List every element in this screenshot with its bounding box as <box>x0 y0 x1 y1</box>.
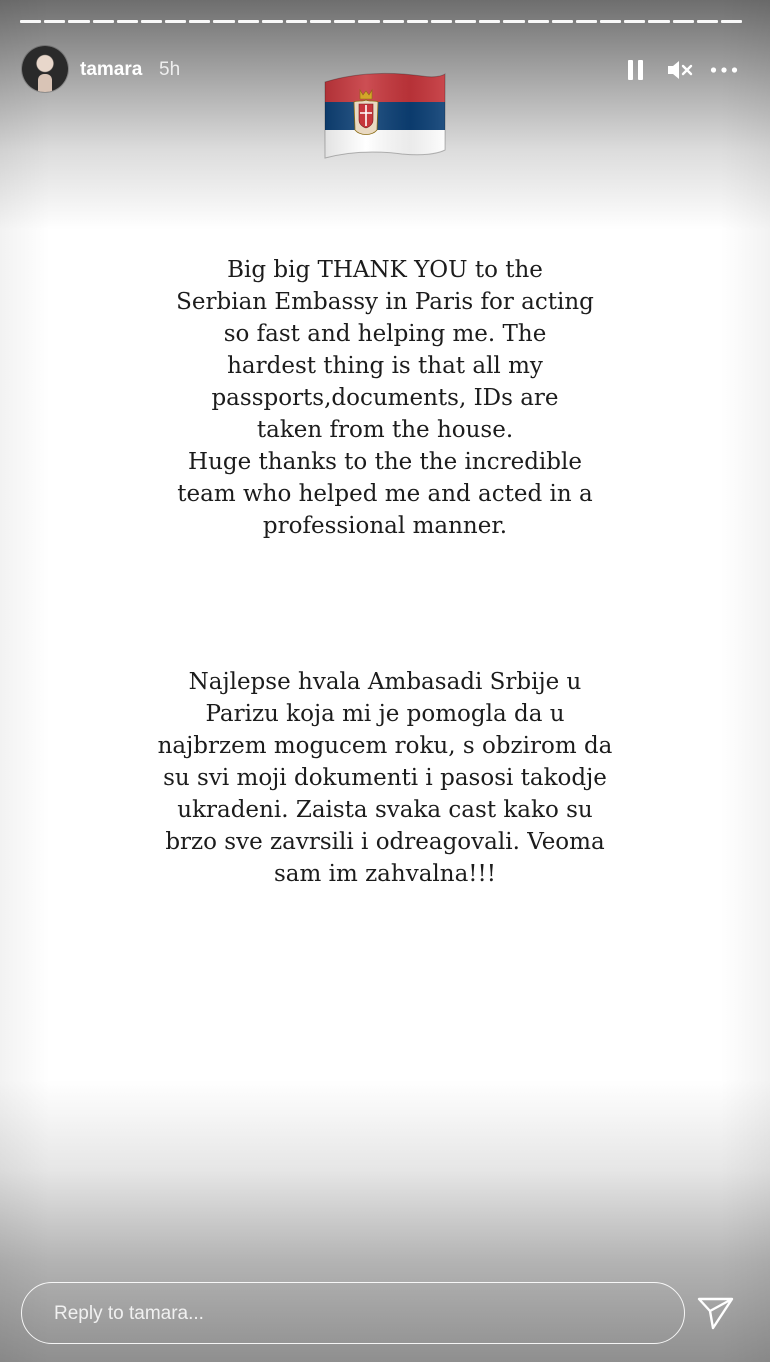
progress-segment <box>431 20 452 23</box>
english-text-line: passports,documents, IDs are <box>211 385 559 411</box>
progress-segment <box>697 20 718 23</box>
progress-segment <box>528 20 549 23</box>
story-text-serbian <box>110 666 660 890</box>
english-text-line: hardest thing is that all my <box>227 353 543 379</box>
serbian-text-line: Najlepse hvala Ambasadi Srbije u <box>188 669 582 695</box>
english-text-line: team who helped me and acted in a <box>177 481 593 507</box>
pause-icon[interactable] <box>622 56 650 84</box>
story-shadow-right <box>720 0 770 1362</box>
progress-segment <box>455 20 476 23</box>
mute-icon[interactable] <box>666 56 694 84</box>
progress-segment <box>721 20 742 23</box>
progress-segment <box>334 20 355 23</box>
serbian-text-line: ukradeni. Zaista svaka cast kako su <box>177 797 593 823</box>
progress-segment <box>189 20 210 23</box>
serbian-text-line: su svi moji dokumenti i pasosi takodje <box>163 765 607 791</box>
english-text-line: professional manner. <box>262 513 508 539</box>
reply-input[interactable] <box>52 1283 656 1344</box>
serbian-text-line: najbrzem mogucem roku, s obzirom da <box>157 733 613 759</box>
progress-segment <box>576 20 597 23</box>
progress-segment <box>44 20 65 23</box>
serbian-text-line: sam im zahvalna!!! <box>273 861 497 887</box>
progress-segment <box>165 20 186 23</box>
progress-segment <box>383 20 404 23</box>
english-text-line: so fast and helping me. The <box>223 321 547 347</box>
story-shadow-left <box>0 0 50 1362</box>
english-text-line: taken from the house. <box>256 417 514 443</box>
avatar[interactable] <box>22 46 68 92</box>
english-text-line: Huge thanks to the the incredible <box>188 449 582 475</box>
more-options-icon[interactable] <box>710 56 738 84</box>
send-icon[interactable] <box>697 1295 735 1331</box>
progress-segment <box>262 20 283 23</box>
progress-segment <box>648 20 669 23</box>
progress-segment <box>117 20 138 23</box>
progress-segment <box>213 20 234 23</box>
english-text-line: Big big THANK YOU to the <box>227 257 543 283</box>
story-text-english <box>110 254 660 542</box>
progress-segment <box>600 20 621 23</box>
progress-segment <box>479 20 500 23</box>
story-progress-bar <box>20 20 742 23</box>
reply-field[interactable] <box>21 1282 685 1344</box>
progress-segment <box>673 20 694 23</box>
progress-segment <box>93 20 114 23</box>
progress-segment <box>503 20 524 23</box>
serbian-text-line: brzo sve zavrsili i odreagovali. Veoma <box>165 829 605 855</box>
progress-segment <box>624 20 645 23</box>
serbian-text-line: Parizu koja mi je pomogla da u <box>205 701 565 727</box>
english-text-line: Serbian Embassy in Paris for acting <box>176 289 594 315</box>
progress-segment <box>552 20 573 23</box>
progress-segment <box>238 20 259 23</box>
progress-segment <box>286 20 307 23</box>
username[interactable]: tamara <box>80 59 143 80</box>
progress-segment <box>310 20 331 23</box>
progress-segment <box>141 20 162 23</box>
story-timestamp: 5h <box>159 59 181 80</box>
progress-segment <box>68 20 89 23</box>
progress-segment <box>358 20 379 23</box>
progress-segment <box>20 20 41 23</box>
serbia-flag-icon <box>322 70 448 160</box>
story-controls <box>622 56 738 84</box>
progress-segment <box>407 20 428 23</box>
